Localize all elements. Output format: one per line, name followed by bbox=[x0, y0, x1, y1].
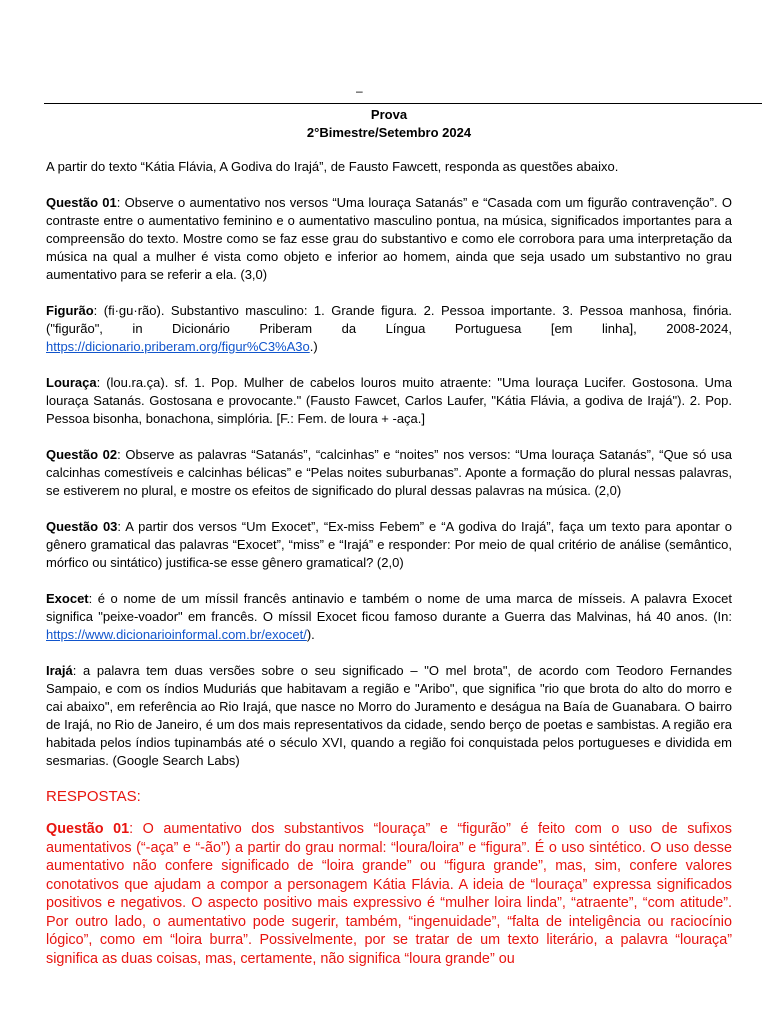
exocet-tail: ). bbox=[306, 627, 315, 642]
louraca-definition bbox=[46, 374, 732, 428]
exocet-text: : é o nome de um míssil francês antinavio e também o nome de uma marca de mísseis. A palavra Exocet significa "peixe-voador" em francês. O míssil Exocet ficou famoso durante a Guerra das Malvinas, há 40 anos. (In: bbox=[46, 591, 732, 624]
header-rule bbox=[44, 103, 762, 104]
louraca-label: Louraça bbox=[46, 375, 97, 390]
question-01 bbox=[46, 194, 732, 284]
answer-01-text: : O aumentativo dos substantivos “louraça” e “figurão” é feito com o uso de sufixos aumentativos (“-aça” e “-ão”) a partir do grau normal: “loura/loira” e “figura”. É o uso sintético. O uso desse aumentativo não confere significado de “loira grande” ou “figura grande”, mas, sim, confere valores conotativos que ajudam a compor a personagem Kátia Flávia. A ideia de “louraça” expressa significados positivos e negativos. O aspecto positivo mais expressivo é “mulher loira linda”, “atraente”, “com atitude”. Por outro lado, o aumentativo pode sugerir, também, “ingenuidade”, “falta de inteligência ou raciocínio lógico”, como em “loira burra”. Possivelmente, por se tratar de um texto literário, a palavra “louraça” significa as duas coisas, mas, certamente, não significa “loura grande” ou bbox=[46, 821, 732, 967]
exam-subtitle: 2°Bimestre/Setembro 2024 bbox=[306, 125, 472, 140]
question-03 bbox=[46, 518, 732, 572]
exocet-definition bbox=[46, 590, 732, 644]
question-01-label: Questão 01 bbox=[46, 195, 117, 210]
priberam-link[interactable]: https://dicionario.priberam.org/figur%C3%A3o bbox=[46, 339, 310, 354]
intro-paragraph: A partir do texto “Kátia Flávia, A Godiva do Irajá”, de Fausto Fawcett, responda as questões abaixo. bbox=[46, 159, 619, 174]
figurao-text: : (fi·gu·rão). Substantivo masculino: 1. Grande figura. 2. Pessoa importante. 3. Pessoa manhosa, finória. ("figurão", in Dicionário Priberam da Língua Portuguesa [em linha], 2008-2024, bbox=[46, 303, 732, 336]
document-body bbox=[46, 158, 732, 986]
figurao-definition bbox=[46, 302, 732, 356]
iraja-text: : a palavra tem duas versões sobre o seu significado – "O mel brota", de acordo com Teodoro Fernandes Sampaio, e com os índios Muduriás que habitavam a região e "Aribo", que significa "rio que brota do alto do morro e cai abaixo", em referência ao Rio Irajá, que nasce no Morro do Juramento e deságua na Baía de Guanabara. O bairro de Irajá, no Rio de Janeiro, é um dos mais representativos da cidade, sendo berço de poetas e sambistas. A região era habitada pelos índios tupinambás até o século XVI, quando a região foi conquistada pelos portugueses e dividida em sesmarias. (Google Search Labs) bbox=[46, 663, 732, 768]
exam-header bbox=[44, 106, 734, 142]
iraja-label: Irajá bbox=[46, 663, 73, 678]
question-02-text: : Observe as palavras “Satanás”, “calcinhas” e “noites” nos versos: “Uma louraça Satanás”, “Que só usa calcinhas comestíveis e calcinhas bélicas” e “Pelas noites suburbanas”. Aponte a formação do plural nessas palavras, se estiverem no plural, e mostre os efeitos de significado do plural dessas palavras na música. (2,0) bbox=[46, 447, 733, 498]
dicionarioinformal-link[interactable]: https://www.dicionarioinformal.com.br/exocet/ bbox=[46, 627, 307, 642]
answer-01 bbox=[46, 820, 732, 968]
question-03-label: Questão 03 bbox=[46, 519, 118, 534]
question-03-text: : A partir dos versos “Um Exocet”, “Ex-miss Febem” e “A godiva do Irajá”, faça um texto para apontar o gênero gramatical das palavras “Exocet”, “miss” e “Irajá” e responder: Por meio de qual critério de análise (semântico, mórfico ou sintático) justifica-se esse gênero gramatical? (2,0) bbox=[46, 519, 732, 570]
question-02 bbox=[46, 446, 732, 500]
figurao-label: Figurão bbox=[46, 303, 94, 318]
louraca-text: : (lou.ra.ça). sf. 1. Pop. Mulher de cabelos louros muito atraente: "Uma louraça Lucifer. Gostosona. Uma louraça Satanás. Gostosana e provocante." (Fausto Fawcet, Carlos Laufer, "Kátia Flávia, a godiva de Irajá"). 2. Pop. Pessoa bisonha, bonachona, simplória. [F.: Fem. de loura + -aça.] bbox=[46, 375, 732, 426]
top-mark: – bbox=[356, 84, 363, 98]
answer-01-label: Questão 01 bbox=[46, 821, 130, 837]
question-02-label: Questão 02 bbox=[46, 447, 118, 462]
iraja-definition bbox=[46, 662, 732, 770]
figurao-tail: .) bbox=[309, 339, 318, 354]
respostas-heading: RESPOSTAS: bbox=[46, 788, 141, 805]
exocet-label: Exocet bbox=[46, 591, 89, 606]
question-01-text: : Observe o aumentativo nos versos “Uma louraça Satanás” e “Casada com um figurão contravenção”. O contraste entre o aumentativo feminino e o aumentativo masculino pontua, na música, significados importantes para a compreensão do texto. Mostre como se faz esse grau do substantivo e como ele corrobora para uma interpretação da música na qual a mulher é vista como objeto e inferior ao homem, ainda que seja usado um substantivo no grau aumentativo para se referir a ela. (3,0) bbox=[46, 195, 732, 282]
exam-title: Prova bbox=[370, 107, 408, 122]
